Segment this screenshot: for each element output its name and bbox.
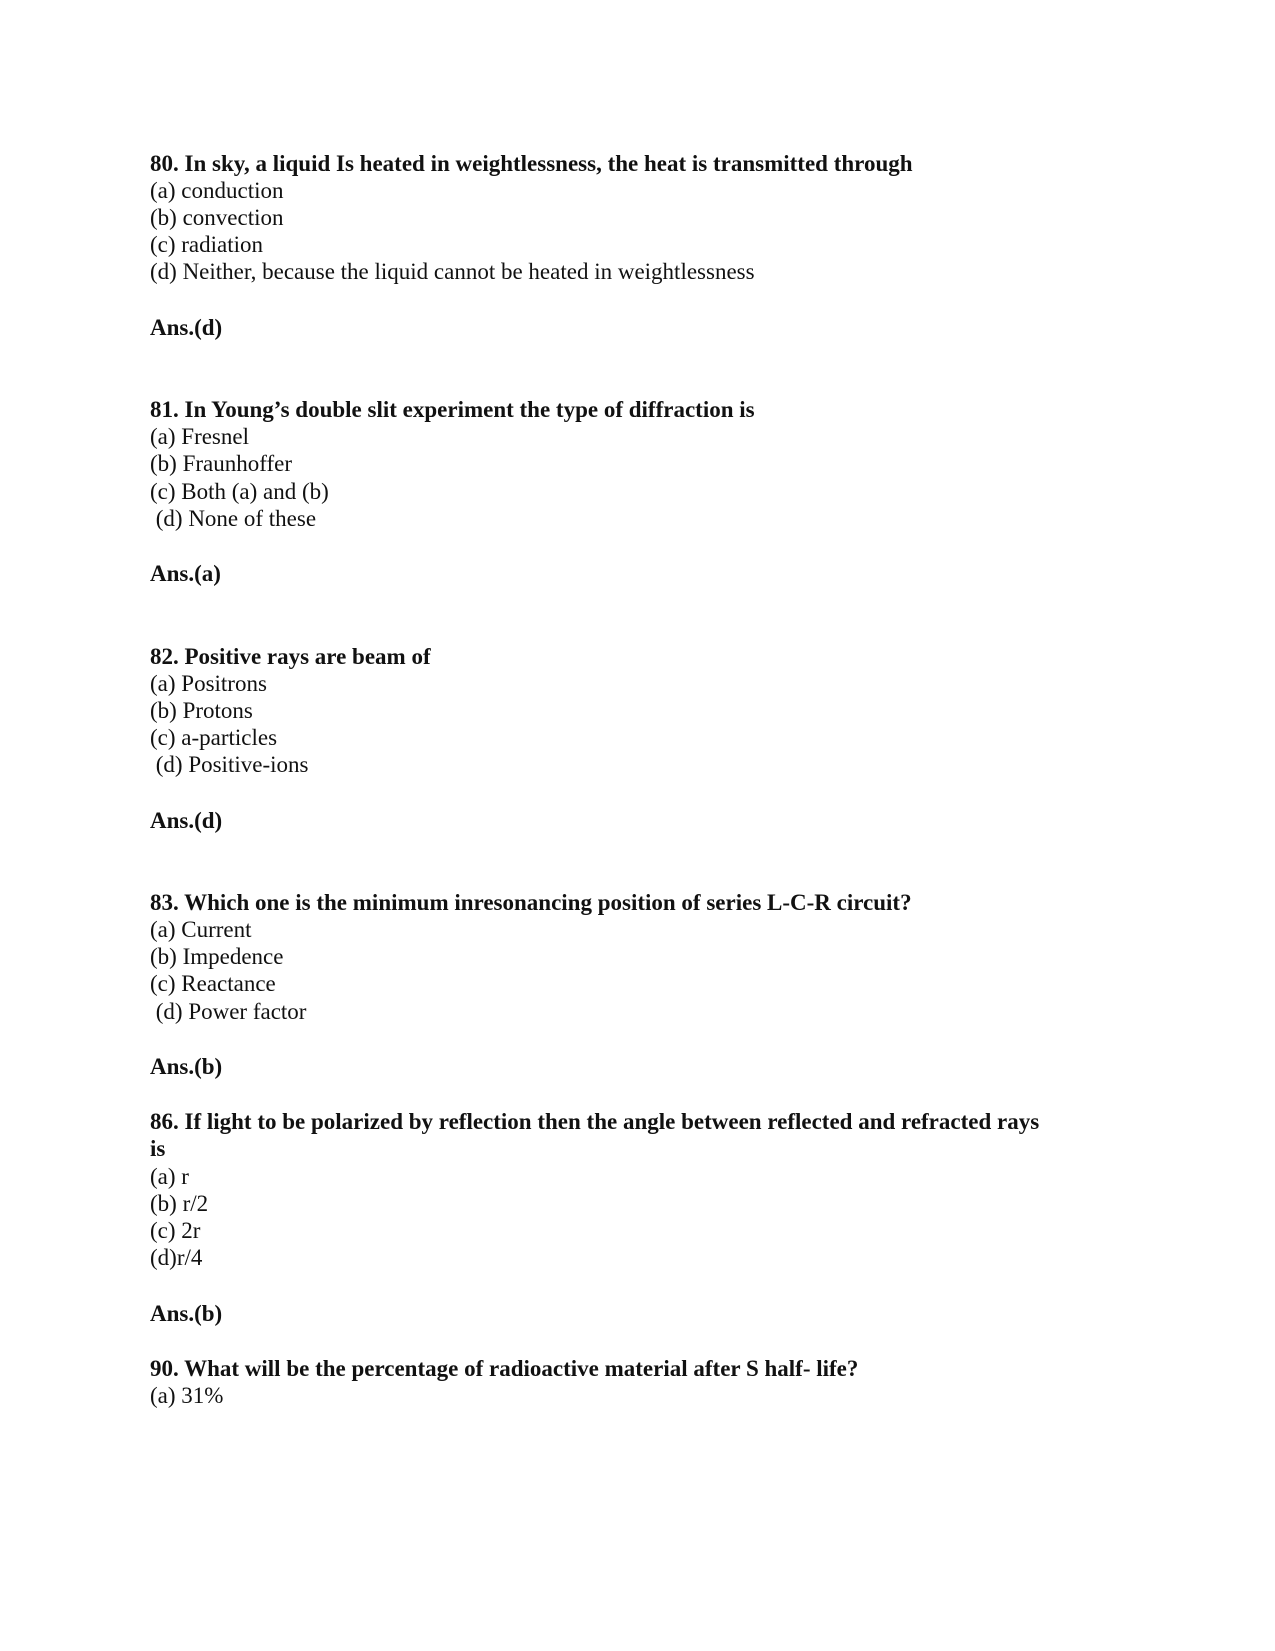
question-86-text-line2: is [150, 1136, 166, 1161]
question-81-option-c: (c) Both (a) and (b) [150, 479, 329, 504]
question-83-option-d: (d) Power factor [150, 999, 307, 1024]
question-80-option-d: (d) Neither, because the liquid cannot be heated in weightlessness [150, 259, 755, 284]
question-90-text: 90. What will be the percentage of radioactive material after S half- life? [150, 1356, 859, 1381]
question-82-option-b: (b) Protons [150, 698, 253, 723]
question-86-option-d: (d)r/4 [150, 1245, 203, 1270]
question-83-answer: Ans.(b) [150, 1054, 223, 1079]
question-86-text-line1: 86. If light to be polarized by reflection then the angle between reflected and refracted rays [150, 1109, 1040, 1134]
question-83-text: 83. Which one is the minimum inresonancing position of series L-C-R circuit? [150, 890, 912, 915]
question-82-option-c: (c) a-particles [150, 725, 278, 750]
question-81-option-b: (b) Fraunhoffer [150, 451, 292, 476]
question-83-option-b: (b) Impedence [150, 944, 284, 969]
question-86-option-a: (a) r [150, 1164, 189, 1189]
question-86-answer: Ans.(b) [150, 1301, 223, 1326]
question-83-option-c: (c) Reactance [150, 971, 276, 996]
question-82-answer: Ans.(d) [150, 808, 223, 833]
question-86-option-c: (c) 2r [150, 1218, 201, 1243]
question-82-option-d: (d) Positive-ions [150, 752, 309, 777]
question-83-option-a: (a) Current [150, 917, 252, 942]
question-80-answer: Ans.(d) [150, 315, 223, 340]
question-86-option-b: (b) r/2 [150, 1191, 209, 1216]
question-81-option-a: (a) Fresnel [150, 424, 249, 449]
question-82-option-a: (a) Positrons [150, 671, 267, 696]
question-80-option-a: (a) conduction [150, 178, 284, 203]
question-90-option-a: (a) 31% [150, 1383, 224, 1408]
question-81-answer: Ans.(a) [150, 561, 221, 586]
question-80-text: 80. In sky, a liquid Is heated in weightlessness, the heat is transmitted through [150, 151, 913, 176]
question-81-option-d: (d) None of these [150, 506, 317, 531]
question-82-text: 82. Positive rays are beam of [150, 644, 431, 669]
question-80-option-c: (c) radiation [150, 232, 264, 257]
question-81-text: 81. In Young’s double slit experiment the type of diffraction is [150, 397, 755, 422]
question-80-option-b: (b) convection [150, 205, 284, 230]
